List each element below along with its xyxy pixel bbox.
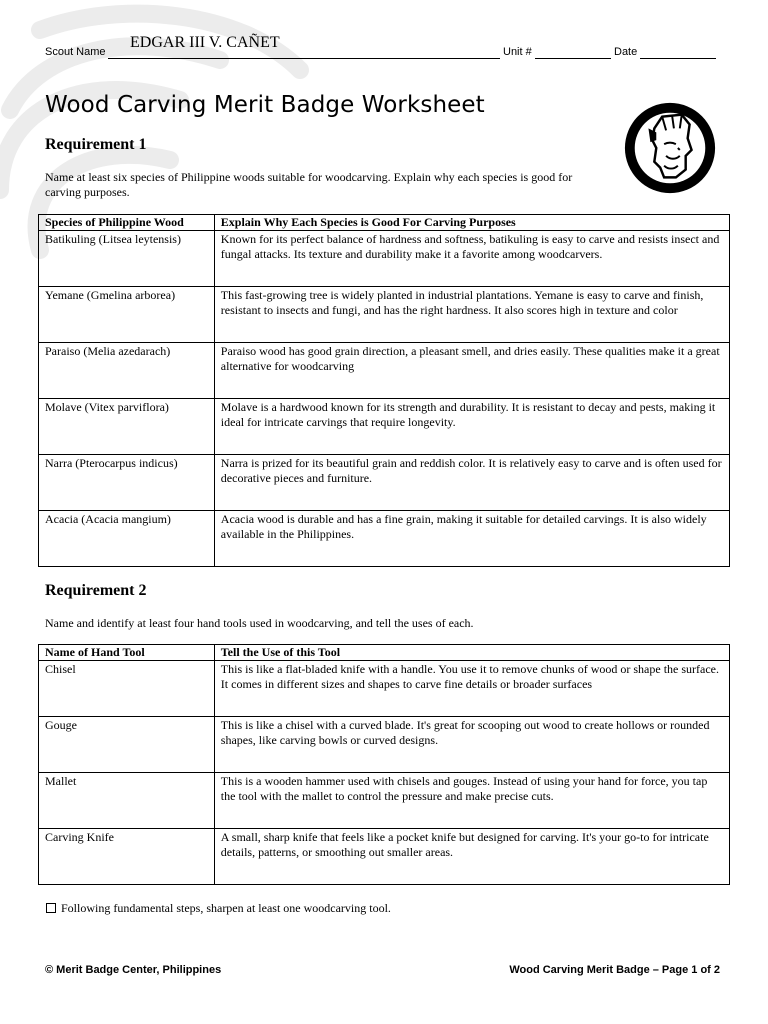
date-field[interactable]: [640, 44, 716, 59]
species-name-cell[interactable]: Narra (Pterocarpus indicus): [39, 455, 215, 511]
checkbox[interactable]: [46, 903, 56, 913]
table-row: [39, 399, 730, 455]
table-row: [39, 287, 730, 343]
requirement-2-heading: Requirement 2: [45, 582, 147, 599]
table-row: [39, 231, 730, 287]
column-header: Explain Why Each Species is Good For Carving Purposes: [214, 215, 729, 231]
column-header: Species of Philippine Wood: [39, 215, 215, 231]
species-explanation-cell[interactable]: Known for its perfect balance of hardness and softness, batikuling is easy to carve and resists insect and fungal attacks. Its texture and durability make it a favorite among woodcarvers.: [214, 231, 729, 287]
unit-field[interactable]: [535, 44, 611, 59]
species-explanation-cell[interactable]: Narra is prized for its beautiful grain and reddish color. It is relatively easy to carve and is often used for decorative pieces and furniture.: [214, 455, 729, 511]
sharpen-tool-item: [46, 901, 391, 916]
tool-name-cell[interactable]: Chisel: [39, 661, 215, 717]
page-title: Wood Carving Merit Badge Worksheet: [45, 92, 485, 118]
species-explanation-cell[interactable]: Paraiso wood has good grain direction, a pleasant smell, and dries easily. These qualities make it a great alternative for woodcarving: [214, 343, 729, 399]
species-explanation-cell[interactable]: This fast-growing tree is widely planted in industrial plantations. Yemane is easy to carve and finish, resistant to insects and fungi, and has the right hardness. It also scores high in texture and color: [214, 287, 729, 343]
requirement-2-instruction: Name and identify at least four hand tools used in woodcarving, and tell the uses of each.: [45, 616, 474, 630]
table-header-row: [39, 645, 730, 661]
requirement-1-table: [38, 214, 730, 567]
tool-name-cell[interactable]: Gouge: [39, 717, 215, 773]
species-name-cell[interactable]: Paraiso (Melia azedarach): [39, 343, 215, 399]
table-row: [39, 511, 730, 567]
requirement-1-instruction: Name at least six species of Philippine woods suitable for woodcarving. Explain why each species is good for carving purposes.: [45, 170, 573, 199]
table-row: [39, 455, 730, 511]
table-row: [39, 717, 730, 773]
table-row: [39, 829, 730, 885]
tool-name-cell[interactable]: Carving Knife: [39, 829, 215, 885]
merit-badge-logo: [621, 99, 719, 197]
requirement-1-heading: Requirement 1: [45, 136, 147, 153]
table-header-row: [39, 215, 730, 231]
species-name-cell[interactable]: Acacia (Acacia mangium): [39, 511, 215, 567]
footer-page-info: Wood Carving Merit Badge – Page 1 of 2: [509, 964, 720, 976]
species-explanation-cell[interactable]: Acacia wood is durable and has a fine grain, making it suitable for detailed carvings. It is also widely available in the Philippines.: [214, 511, 729, 567]
date-label: Date: [614, 46, 638, 58]
tool-use-cell[interactable]: A small, sharp knife that feels like a pocket knife but designed for carving. It's your go-to for intricate details, patterns, or smoothing out smaller areas.: [214, 829, 729, 885]
footer-copyright: © Merit Badge Center, Philippines: [45, 964, 222, 976]
table-row: [39, 343, 730, 399]
tool-use-cell[interactable]: This is like a flat-bladed knife with a handle. You use it to remove chunks of wood or shape the surface. It comes in different sizes and shapes to carve fine details or broader surfaces: [214, 661, 729, 717]
species-name-cell[interactable]: Batikuling (Litsea leytensis): [39, 231, 215, 287]
species-name-cell[interactable]: Molave (Vitex parviflora): [39, 399, 215, 455]
scout-name-label: Scout Name: [45, 46, 106, 58]
checkbox-label: Following fundamental steps, sharpen at least one woodcarving tool.: [61, 901, 391, 915]
column-header: Name of Hand Tool: [39, 645, 215, 661]
tool-use-cell[interactable]: This is a wooden hammer used with chisels and gouges. Instead of using your hand for force, you tap the tool with the mallet to control the pressure and make precise cuts.: [214, 773, 729, 829]
tool-use-cell[interactable]: This is like a chisel with a curved blade. It's great for scooping out wood to create hollows or rounded shapes, like carving bowls or curved designs.: [214, 717, 729, 773]
table-row: [39, 661, 730, 717]
scout-name-value: EDGAR III V. CAÑET: [130, 34, 280, 51]
species-explanation-cell[interactable]: Molave is a hardwood known for its strength and durability. It is resistant to decay and pests, making it ideal for intricate carvings that require longevity.: [214, 399, 729, 455]
table-row: [39, 773, 730, 829]
tool-name-cell[interactable]: Mallet: [39, 773, 215, 829]
requirement-2-table: [38, 644, 730, 885]
unit-label: Unit #: [503, 46, 532, 58]
species-name-cell[interactable]: Yemane (Gmelina arborea): [39, 287, 215, 343]
column-header: Tell the Use of this Tool: [214, 645, 729, 661]
